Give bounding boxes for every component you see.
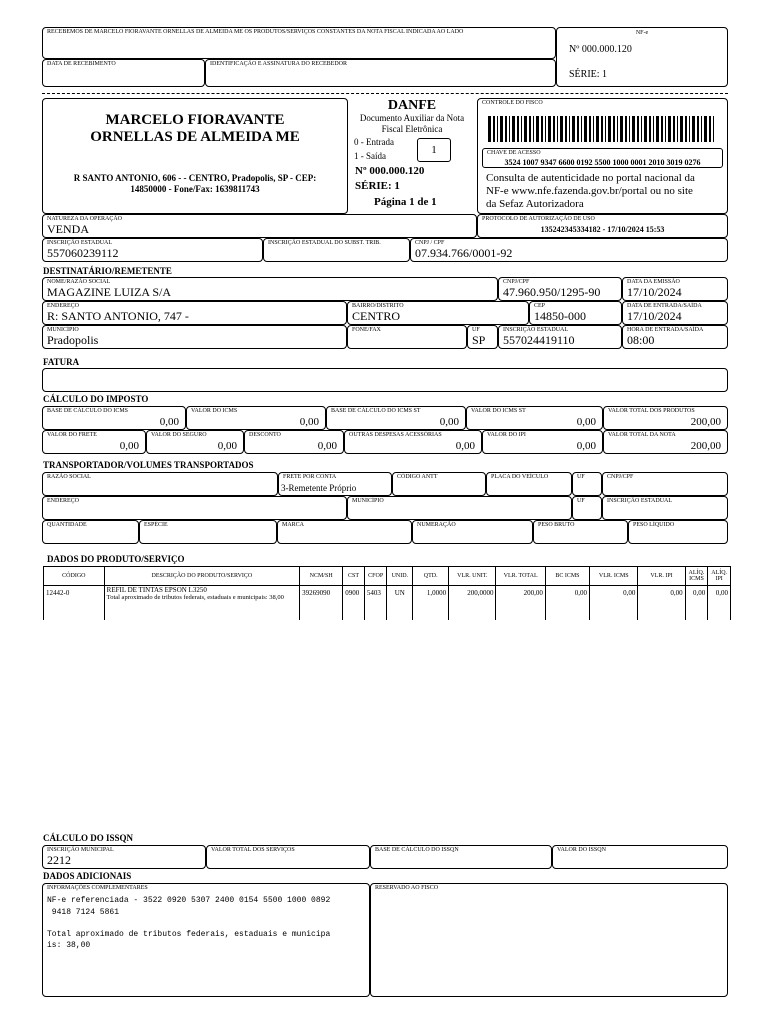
transp-numeracao-box [412, 520, 533, 544]
barcode-bar [661, 116, 663, 142]
dest-saida-label: DATA DE ENTRADA/SAÍDA [627, 303, 702, 309]
imposto-r1-value: 0,00 [576, 416, 596, 428]
dest-hora-label: HORA DE ENTRADA/SAÍDA [627, 327, 704, 333]
transp-placa-label: PLACA DO VEÍCULO [491, 474, 549, 480]
transp-endereco-label: ENDEREÇO [47, 498, 79, 504]
barcode-bar [653, 116, 654, 142]
product-cell-vlr-total: 200,00 [496, 586, 545, 620]
barcode-bar [677, 116, 678, 142]
imposto-r1-label: VALOR DO ICMS ST [471, 408, 526, 414]
imposto-r1-value: 200,00 [690, 416, 721, 428]
danfe-subtitle-1: Documento Auxiliar da Nota [359, 113, 465, 123]
natureza-value: VENDA [47, 222, 89, 236]
barcode-bar [517, 116, 519, 142]
imposto-r2-value: 0,00 [119, 440, 139, 452]
transp-ie-box [602, 496, 728, 520]
transp-quantidade-box [42, 520, 139, 544]
danfe-title: DANFE [387, 98, 437, 113]
ie-st-box [263, 238, 410, 262]
barcode-bar [680, 116, 683, 142]
receipt-date-box [42, 59, 205, 87]
transp-quantidade-label: QUANTIDADE [47, 522, 87, 528]
chave-box [482, 148, 723, 168]
dest-nome-box [42, 277, 498, 301]
dest-uf-box [467, 325, 498, 349]
danfe-page: Página 1 de 1 [374, 196, 437, 208]
imposto-r2-box-0 [42, 430, 146, 454]
dest-cep-box [529, 301, 622, 325]
emitter-cnpj-label: CNPJ / CPF [415, 240, 445, 246]
imposto-r1-value: 0,00 [439, 416, 459, 428]
transp-uf2-label: UF [577, 498, 585, 504]
barcode-bar [536, 116, 539, 142]
imposto-r2-label: DESCONTO [249, 432, 281, 438]
issqn-im-label: INSCRIÇÃO MUNICIPAL [47, 847, 114, 853]
receipt-serie: SÉRIE: 1 [569, 69, 608, 80]
ie-value: 557060239112 [47, 246, 119, 260]
products-header-cell: DESCRIÇÃO DO PRODUTO/SERVIÇO [104, 567, 299, 586]
dest-endereco-value: R: SANTO ANTONIO, 747 - [47, 309, 189, 323]
imposto-section-title: CÁLCULO DO IMPOSTO [43, 394, 149, 404]
issqn-valor-label: VALOR DO ISSQN [557, 847, 606, 853]
products-header-cell: NCM/SH [300, 567, 343, 586]
dest-emissao-label: DATA DA EMISSÃO [627, 279, 680, 285]
produtos-section-title: DADOS DO PRODUTO/SERVIÇO [47, 554, 185, 564]
product-cell-cst: 0900 [343, 586, 365, 620]
barcode-bar [533, 116, 534, 142]
product-cell-aliq-icms: 0,00 [685, 586, 708, 620]
imposto-r1-label: VALOR TOTAL DOS PRODUTOS [608, 408, 695, 414]
info-line-3: Total aproximado de tributos federais, estaduais e municipa [47, 930, 331, 939]
barcode-bar [581, 116, 582, 142]
dest-municipio-box [42, 325, 347, 349]
emitter-name-line1: MARCELO FIORAVANTE [105, 112, 285, 128]
transp-marca-label: MARCA [282, 522, 305, 528]
transp-peso-bruto-box [533, 520, 628, 544]
transp-especie-box [139, 520, 277, 544]
products-header-cell: CFOP [364, 567, 387, 586]
fatura-section-title: FATURA [43, 357, 80, 367]
products-header-cell: VLR. IPI [638, 567, 685, 586]
products-header-cell: BC ICMS [545, 567, 589, 586]
transp-antt-label: CÓDIGO ANTT [397, 474, 438, 480]
transp-peso-liquido-label: PESO LÍQUIDO [633, 522, 675, 528]
consulta-line-1: Consulta de autenticidade no portal nacional da [486, 172, 695, 184]
receipt-nfe-label: NF-e [635, 30, 649, 36]
barcode-bar [541, 116, 543, 142]
cut-line [42, 93, 728, 94]
issqn-base-box [370, 845, 552, 869]
product-cell-vlr-unit: 200,0000 [449, 586, 496, 620]
barcode-bar [565, 116, 567, 142]
imposto-r2-box-4 [482, 430, 603, 454]
imposto-r1-box-2 [326, 406, 466, 430]
product-cell-aliq-ipi: 0,00 [708, 586, 731, 620]
transp-numeracao-label: NUMERAÇÃO [417, 522, 456, 528]
dest-saida-value: 17/10/2024 [627, 309, 682, 323]
transp-ie-label: INSCRIÇÃO ESTADUAL [607, 498, 673, 504]
barcode-bar [605, 116, 606, 142]
imposto-r1-box-1 [186, 406, 326, 430]
barcode-bar [644, 116, 647, 142]
dest-cnpj-value: 47.960.950/1295-90 [503, 285, 601, 299]
barcode-bar [596, 116, 599, 142]
transp-especie-label: ESPÉCIE [144, 522, 168, 528]
fatura-box [42, 368, 728, 392]
imposto-r2-label: VALOR DO FRETE [47, 432, 97, 438]
products-header-row [44, 567, 731, 586]
destinatario-section-title: DESTINATÁRIO/REMETENTE [43, 266, 172, 276]
barcode-bar [637, 116, 639, 142]
products-header-cell: CÓDIGO [44, 567, 105, 586]
danfe-entrada: 0 - Entrada [354, 137, 394, 147]
products-header-cell: QTD. [413, 567, 449, 586]
imposto-r2-value: 0,00 [217, 440, 237, 452]
barcode-bar [704, 116, 707, 142]
barcode-bar [500, 116, 503, 142]
transp-peso-bruto-label: PESO BRUTO [538, 522, 575, 528]
barcode-bar [668, 116, 671, 142]
info-line-4: is: 38,00 [47, 941, 91, 950]
dest-uf-label: UF [472, 327, 480, 333]
issqn-im-value: 2212 [47, 853, 71, 867]
barcode-bar [589, 116, 591, 142]
barcode-bar [697, 116, 699, 142]
barcode-bar [701, 116, 702, 142]
info-complementar-box [42, 883, 370, 997]
dest-emissao-box [622, 277, 728, 301]
dest-ie-box [498, 325, 622, 349]
barcode-bar [545, 116, 546, 142]
issqn-base-label: BASE DE CÁLCULO DO ISSQN [375, 847, 459, 853]
consulta-line-2: NF-e www.nfe.fazenda.gov.br/portal ou no site [486, 185, 693, 197]
barcode-bar [593, 116, 594, 142]
product-cell-descricao [104, 586, 299, 620]
products-header-cell: ALÍQ. IPI [708, 567, 731, 586]
imposto-r1-value: 0,00 [299, 416, 319, 428]
receipt-text: RECEBEMOS DE MARCELO FIORAVANTE ORNELLAS DE ALMEIDA ME OS PRODUTOS/SERVIÇOS CONSTANTES DA NOTA FISCAL INDICADA AO LADO [47, 29, 464, 35]
imposto-r2-box-3 [344, 430, 482, 454]
imposto-r2-box-2 [244, 430, 344, 454]
info-line-2: 9418 7124 5861 [47, 908, 120, 917]
dest-nome-value: MAGAZINE LUIZA S/A [47, 285, 171, 299]
controle-fisco-label: CONTROLE DO FISCO [482, 100, 543, 106]
dest-ie-value: 557024419110 [503, 333, 575, 347]
dest-emissao-value: 17/10/2024 [627, 285, 682, 299]
transp-antt-box [392, 472, 486, 496]
imposto-r1-box-4 [603, 406, 728, 430]
transp-uf-box [572, 472, 602, 496]
product-cell-ncm: 39269090 [300, 586, 343, 620]
transp-uf2-box [572, 496, 602, 520]
barcode-bar [493, 116, 495, 142]
barcode-bar [577, 116, 579, 142]
transp-municipio-box [347, 496, 572, 520]
natureza-box [42, 214, 477, 238]
dest-fone-box [347, 325, 467, 349]
dest-cnpj-label: CNPJ/CPF [503, 279, 530, 285]
barcode-bar [632, 116, 635, 142]
barcode-bar [689, 116, 690, 142]
danfe-tipo-box [417, 138, 451, 162]
barcode-bar [521, 116, 522, 142]
products-header-cell: CST [343, 567, 365, 586]
barcode-bar [524, 116, 527, 142]
product-cell-vlr-icms: 0,00 [590, 586, 638, 620]
products-header-cell: VLR. ICMS [590, 567, 638, 586]
barcode-bar [625, 116, 627, 142]
ie-box [42, 238, 263, 262]
imposto-r2-label: VALOR TOTAL DA NOTA [608, 432, 676, 438]
product-cell-bc-icms: 0,00 [545, 586, 589, 620]
transp-cnpj-label: CNPJ/CPF [607, 474, 634, 480]
receipt-sign-label: IDENTIFICAÇÃO E ASSINATURA DO RECEBEDOR [210, 61, 348, 67]
imposto-r2-value: 0,00 [576, 440, 596, 452]
transp-endereco-box [42, 496, 347, 520]
transp-frete-value: 3-Remetente Próprio [281, 483, 357, 493]
receipt-date-label: DATA DE RECEBIMENTO [47, 61, 116, 67]
products-header-cell: VLR. TOTAL [496, 567, 545, 586]
imposto-r2-box-1 [146, 430, 244, 454]
dest-fone-label: FONE/FAX [352, 327, 381, 333]
imposto-r1-label: BASE DE CÁLCULO DO ICMS ST [331, 408, 421, 414]
protocolo-box [477, 214, 728, 238]
barcode-bar [560, 116, 563, 142]
dest-saida-box [622, 301, 728, 325]
imposto-r1-box-0 [42, 406, 186, 430]
info-complementar-label: INFORMAÇÕES COMPLEMENTARES [47, 885, 148, 891]
dest-hora-value: 08:00 [627, 333, 655, 347]
dest-municipio-value: Pradopolis [47, 333, 99, 347]
transp-cnpj-box [602, 472, 728, 496]
dest-ie-label: INSCRIÇÃO ESTADUAL [503, 327, 569, 333]
barcode [488, 116, 718, 142]
barcode-bar [641, 116, 642, 142]
barcode-bar [617, 116, 618, 142]
imposto-r2-label: VALOR DO SEGURO [151, 432, 207, 438]
barcode-bar [497, 116, 498, 142]
transp-razao-label: RAZÃO SOCIAL [47, 474, 91, 480]
receipt-nfe-box [556, 27, 728, 87]
barcode-bar [665, 116, 666, 142]
transp-razao-box [42, 472, 278, 496]
transp-marca-box [277, 520, 412, 544]
imposto-r2-value: 200,00 [690, 440, 721, 452]
issqn-valor-box [552, 845, 728, 869]
imposto-r1-value: 0,00 [159, 416, 179, 428]
products-header-cell: VLR. UNIT. [449, 567, 496, 586]
dest-cnpj-box [498, 277, 622, 301]
danfe-subtitle-2: Fiscal Eletrônica [381, 124, 443, 134]
barcode-bar [629, 116, 630, 142]
issqn-im-box [42, 845, 206, 869]
product-cell-qtd: 1,0000 [413, 586, 449, 620]
emitter-address-line1: R SANTO ANTONIO, 606 - - CENTRO, Pradopolis, SP - CEP: [73, 173, 317, 183]
dest-hora-box [622, 325, 728, 349]
barcode-bar [553, 116, 555, 142]
transp-placa-box [486, 472, 572, 496]
barcode-bar [505, 116, 507, 142]
chave-value: 3524 1007 9347 6600 0192 5500 1000 0001 2010 3019 0276 [504, 158, 701, 167]
barcode-bar [713, 116, 714, 142]
imposto-r1-box-3 [466, 406, 603, 430]
transp-frete-label: FRETE POR CONTA [283, 474, 337, 480]
imposto-r2-box-5 [603, 430, 728, 454]
issqn-servicos-box [206, 845, 370, 869]
barcode-bar [512, 116, 515, 142]
product-description: REFIL DE TINTAS EPSON L3250 [106, 586, 207, 594]
product-cell-codigo: 12442-0 [44, 586, 105, 620]
danfe-number: Nº 000.000.120 [355, 165, 425, 177]
transp-municipio-label: MUNICÍPIO [352, 498, 384, 504]
product-cell-vlr-ipi: 0,00 [638, 586, 685, 620]
emitter-name-line2: ORNELLAS DE ALMEIDA ME [90, 129, 300, 145]
reservado-fisco-box [370, 883, 728, 997]
barcode-bar [613, 116, 615, 142]
transp-uf-label: UF [577, 474, 585, 480]
barcode-bar [569, 116, 570, 142]
barcode-bar [488, 116, 491, 142]
receipt-sign-box [205, 59, 556, 87]
adicionais-section-title: DADOS ADICIONAIS [43, 871, 132, 881]
protocolo-value: 135242345334182 - 17/10/2024 15:53 [540, 225, 665, 234]
receipt-text-box [42, 27, 556, 59]
dest-uf-value: SP [472, 333, 486, 347]
dest-municipio-label: MUNICÍPIO [47, 327, 79, 333]
product-cell-unid: UN [387, 586, 413, 620]
imposto-r1-label: BASE DE CÁLCULO DO ICMS [47, 408, 129, 414]
barcode-bar [557, 116, 558, 142]
consulta-line-3: da Sefaz Autorizadora [486, 198, 584, 210]
danfe-serie: SÉRIE: 1 [355, 180, 400, 192]
ie-st-label: INSCRIÇÃO ESTADUAL DO SUBST. TRIB. [268, 240, 381, 246]
ie-label: INSCRIÇÃO ESTADUAL [47, 240, 113, 246]
table-row [44, 586, 731, 620]
products-header-cell: UNID. [387, 567, 413, 586]
barcode-bar [548, 116, 551, 142]
dest-endereco-box [42, 301, 347, 325]
dest-cep-label: CEP [534, 303, 546, 309]
barcode-bar [685, 116, 687, 142]
emitter-cnpj-value: 07.934.766/0001-92 [415, 246, 513, 260]
barcode-bar [608, 116, 611, 142]
receipt-number: Nº 000.000.120 [569, 44, 632, 55]
transporte-section-title: TRANSPORTADOR/VOLUMES TRANSPORTADOS [43, 460, 254, 470]
dest-cep-value: 14850-000 [534, 309, 586, 323]
emitter-address-line2: 14850000 - Fone/Fax: 1639811743 [130, 184, 260, 194]
products-table [43, 566, 731, 620]
emitter-cnpj-box [410, 238, 728, 262]
issqn-servicos-label: VALOR TOTAL DOS SERVIÇOS [211, 847, 295, 853]
danfe-saida: 1 - Saída [354, 151, 386, 161]
reservado-fisco-label: RESERVADO AO FISCO [375, 885, 439, 891]
product-description-extra: Total aproximado de tributos federais, estaduais e municipais: 38,00 [106, 594, 284, 601]
imposto-r2-value: 0,00 [317, 440, 337, 452]
dest-bairro-value: CENTRO [352, 309, 400, 323]
dest-endereco-label: ENDEREÇO [47, 303, 79, 309]
danfe-box [348, 98, 476, 214]
barcode-bar [656, 116, 659, 142]
product-cell-cfop: 5403 [364, 586, 387, 620]
dest-nome-label: NOME/RAZÃO SOCIAL [47, 279, 111, 285]
natureza-label: NATUREZA DA OPERAÇÃO [47, 216, 123, 222]
imposto-r2-label: OUTRAS DESPESAS ACESSÓRIAS [349, 432, 442, 438]
transp-peso-liquido-box [628, 520, 728, 544]
barcode-bar [584, 116, 587, 142]
imposto-r2-label: VALOR DO IPI [487, 432, 526, 438]
fisco-box [477, 98, 728, 214]
info-line-1: NF-e referenciada - 3522 0920 5307 2400 0154 5500 1000 0892 [47, 896, 331, 905]
barcode-bar [601, 116, 603, 142]
dest-bairro-label: BAIRRO/DISTRITO [352, 303, 404, 309]
dest-bairro-box [347, 301, 529, 325]
barcode-bar [620, 116, 623, 142]
chave-label: CHAVE DE ACESSO [487, 150, 541, 156]
barcode-bar [649, 116, 651, 142]
protocolo-label: PROTOCOLO DE AUTORIZAÇÃO DE USO [482, 216, 595, 222]
barcode-bar [673, 116, 675, 142]
barcode-bar [529, 116, 531, 142]
imposto-r2-value: 0,00 [455, 440, 475, 452]
barcode-bar [509, 116, 510, 142]
barcode-bar [692, 116, 695, 142]
transp-frete-box [278, 472, 392, 496]
issqn-section-title: CÁLCULO DO ISSQN [43, 833, 134, 843]
danfe-tipo: 1 [431, 144, 437, 156]
emitter-box [42, 98, 348, 214]
barcode-bar [572, 116, 575, 142]
products-header-cell: ALÍQ. ICMS [685, 567, 708, 586]
barcode-bar [709, 116, 711, 142]
imposto-r1-label: VALOR DO ICMS [191, 408, 238, 414]
